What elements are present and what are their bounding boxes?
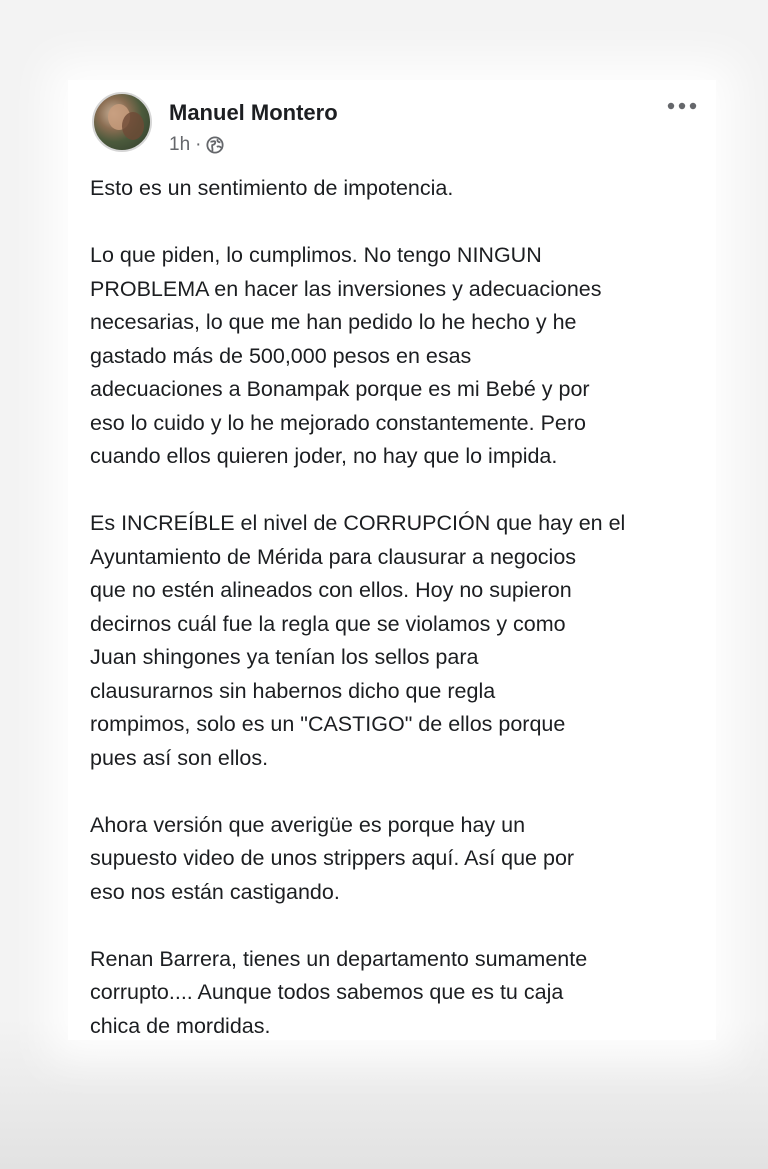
avatar[interactable] xyxy=(92,92,152,152)
post-body xyxy=(90,172,700,1077)
post-paragraph: Es INCREÍBLE el nivel de CORRUPCIÓN que hay en el Ayuntamiento de Mérida para clausurar a negocios que no estén alineados con ellos. Hoy no supieron decirnos cuál fue la regla que se violamos y como Juan shingones ya tenían los sellos para clausurarnos sin habernos dicho que regla rompimos, solo es un "CASTIGO" de ellos porque pues así son ellos. xyxy=(90,511,626,770)
post-paragraph: Esto es un sentimiento de impotencia. xyxy=(90,176,454,200)
meta-separator: · xyxy=(195,134,202,155)
post-meta xyxy=(169,134,224,156)
more-options-icon xyxy=(667,102,697,110)
globe-icon[interactable] xyxy=(206,136,224,154)
post-card xyxy=(68,80,716,1040)
author-name[interactable]: Manuel Montero xyxy=(169,100,338,125)
post-paragraph: Renan Barrera, tienes un departamento sumamente corrupto.... Aunque todos sabemos que es tu caja chica de mordidas. xyxy=(90,946,588,1038)
more-options-button[interactable] xyxy=(664,96,700,116)
post-paragraph: Lo que piden, lo cumplimos. No tengo NINGUN PROBLEMA en hacer las inversiones y adecuaciones necesarias, lo que me han pedido lo he hecho y he gastado más de 500,000 pesos en esas adecuaciones a Bonampak porque es mi Bebé y por eso lo cuido y lo he mejorado constantemente. Pero cuando ellos quieren joder, no hay que lo impida. xyxy=(90,243,602,468)
post-paragraph: Ahora versión que averigüe es porque hay un supuesto video de unos strippers aquí. Así que por eso nos están castigando. xyxy=(90,812,575,904)
post-time[interactable]: 1h xyxy=(169,134,191,155)
